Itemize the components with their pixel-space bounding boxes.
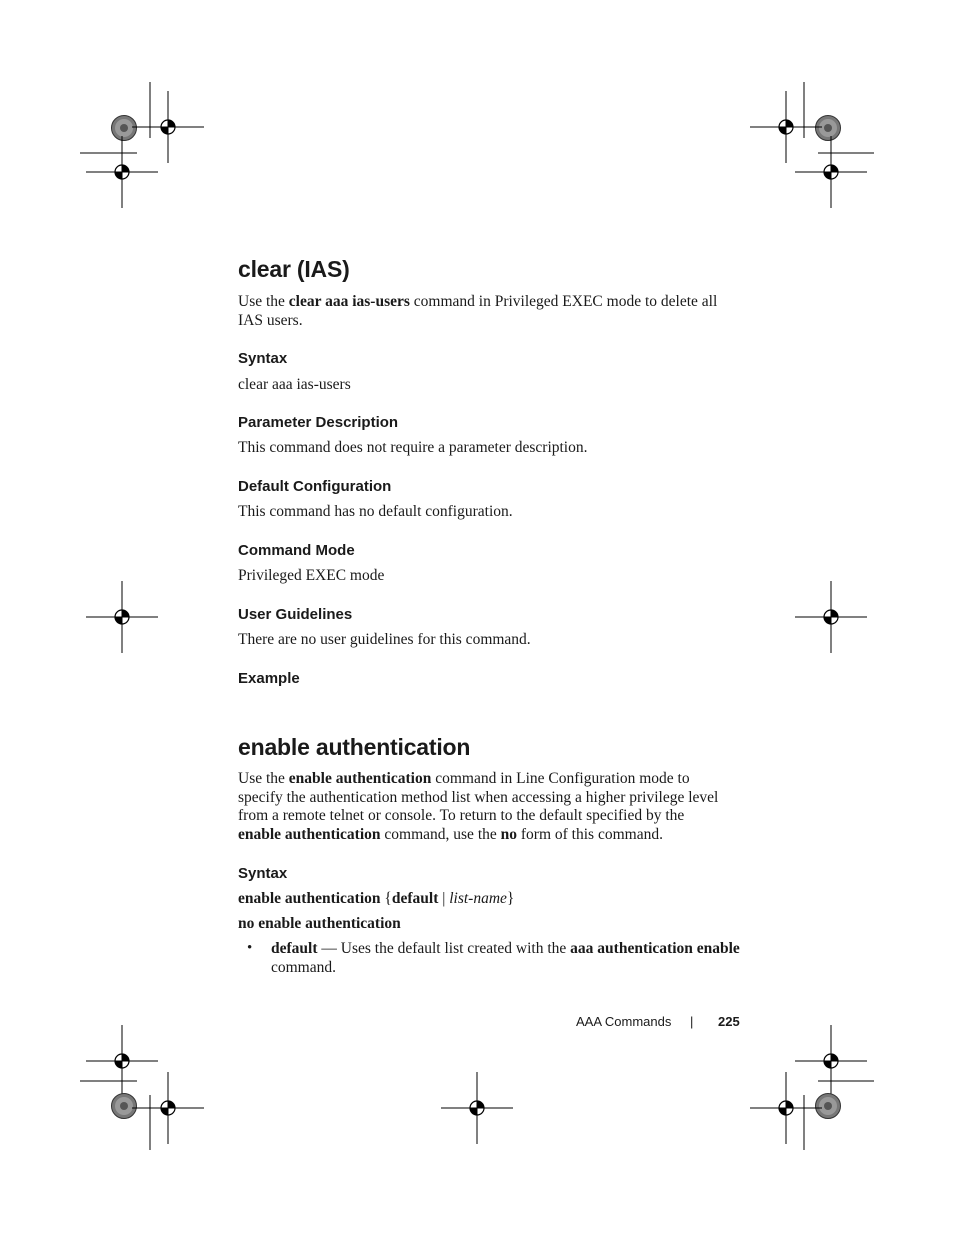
registration-mark-top-right (750, 82, 874, 208)
section-title-enable-authentication: enable authentication (238, 734, 471, 760)
enable-intro-line-4: enable authentication command, use the no form of this command. (238, 826, 663, 843)
enable-syntax-heading: Syntax (238, 865, 288, 882)
clear-intro-line-2: IAS users. (238, 312, 303, 329)
clear-default-text: This command has no default configuration. (238, 503, 513, 520)
enable-intro-line-1: Use the enable authentication command in Line Configuration mode to (238, 770, 690, 787)
clear-syntax-heading: Syntax (238, 350, 288, 367)
clear-parameter-heading: Parameter Description (238, 414, 399, 431)
enable-intro-line-3: from a remote telnet or console. To return to the default specified by the (238, 807, 685, 824)
clear-example-heading: Example (238, 670, 300, 687)
registration-mark-top-left (80, 82, 204, 208)
registration-mark-bottom-right (750, 1025, 874, 1150)
clear-guidelines-heading: User Guidelines (238, 606, 353, 623)
bullet-marker: • (247, 940, 253, 956)
clear-parameter-text: This command does not require a parameter description. (238, 439, 588, 456)
registration-mark-bottom-center (441, 1072, 513, 1144)
registration-mark-middle-left (86, 581, 158, 653)
clear-mode-heading: Command Mode (238, 542, 355, 559)
enable-syntax-line-2: no enable authentication (238, 915, 401, 932)
footer-separator: | (690, 1014, 694, 1029)
enable-syntax-line-1: enable authentication {default | list-name} (238, 890, 515, 907)
clear-syntax-text: clear aaa ias-users (238, 376, 351, 393)
clear-intro-line-1: Use the clear aaa ias-users command in Privileged EXEC mode to delete all (238, 293, 718, 310)
section-title-clear-ias: clear (IAS) (238, 256, 350, 282)
clear-mode-text: Privileged EXEC mode (238, 567, 385, 584)
registration-mark-middle-right (795, 581, 867, 653)
footer-section-name: AAA Commands (576, 1014, 672, 1029)
enable-intro-line-2: specify the authentication method list when accessing a higher privilege level (238, 789, 719, 806)
bullet-default-line-2: command. (271, 959, 336, 976)
registration-mark-bottom-left (80, 1025, 204, 1150)
bullet-default-line-1: default — Uses the default list created with the aaa authentication enable (271, 940, 740, 957)
footer-page-number: 225 (718, 1014, 740, 1029)
clear-default-heading: Default Configuration (238, 478, 392, 495)
clear-guidelines-text: There are no user guidelines for this command. (238, 631, 531, 648)
